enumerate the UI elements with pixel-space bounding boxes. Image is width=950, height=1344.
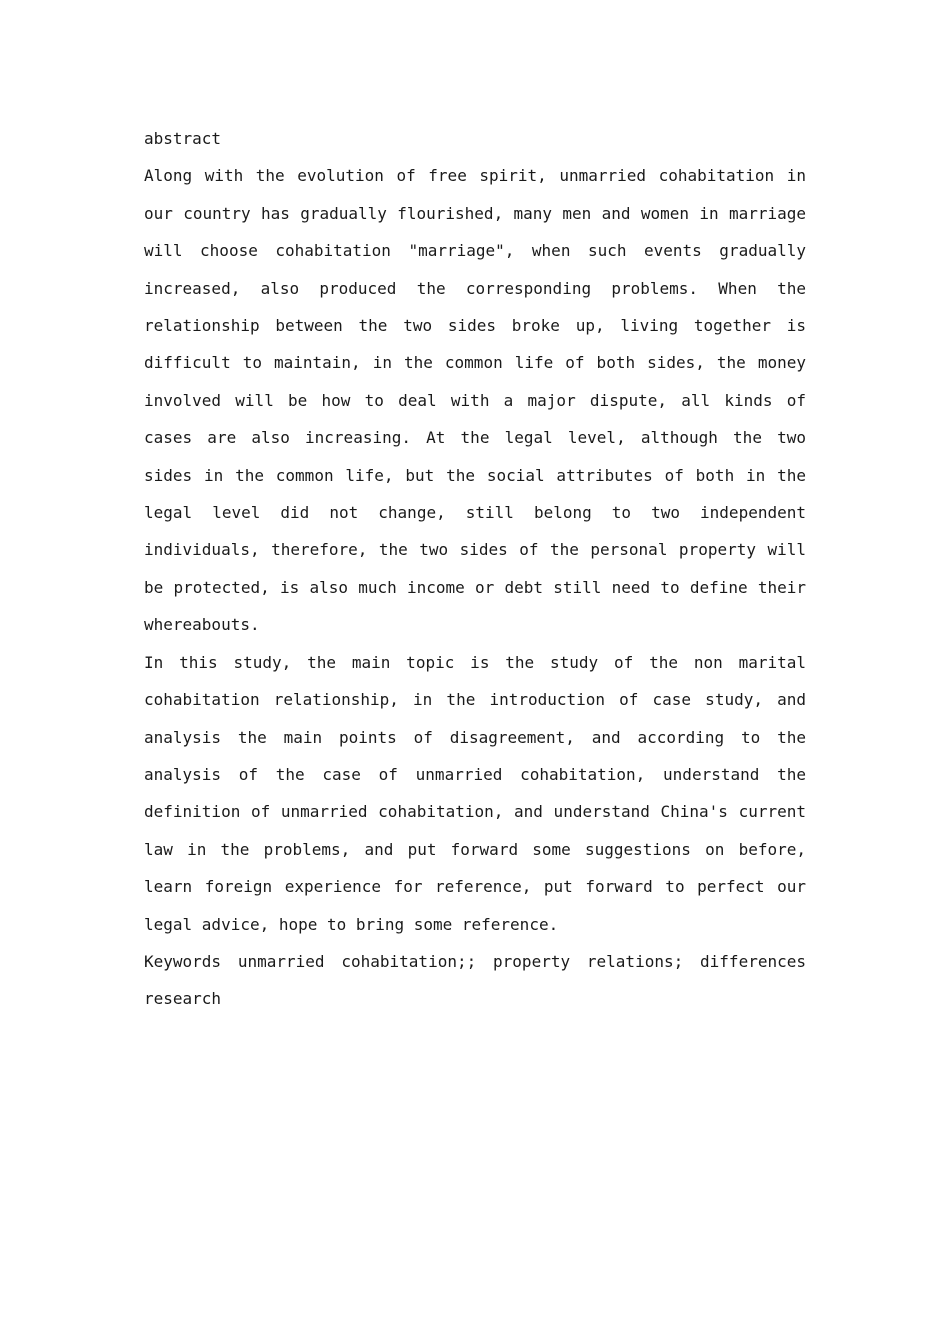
abstract-paragraph-1: Along with the evolution of free spirit, unmarried cohabitation in our country has gradually flourished, many men and women in marriage will choose cohabitation "marriage", when such events gradually increased, also produced the corresponding problems. When the relationship between the two sides broke up, living together is difficult to maintain, in the common life of both sides, the money involved will be how to deal with a major dispute, all kinds of cases are also increasing. At the legal level, although the two sides in the common life, but the social attributes of both in the legal level did not change, still belong to two independent individuals, therefore, the two sides of the personal property will be protected, is also much income or debt still need to define their whereabouts. <box>144 166 806 635</box>
abstract-section <box>144 120 806 1018</box>
abstract-paragraph-2: In this study, the main topic is the study of the non marital cohabitation relationship, in the introduction of case study, and analysis the main points of disagreement, and according to the analysis of the case of unmarried cohabitation, understand the definition of unmarried cohabitation, and understand China's current law in the problems, and put forward some suggestions on before, learn foreign experience for reference, put forward to perfect our legal advice, hope to bring some reference. <box>144 652 806 934</box>
abstract-heading: abstract <box>144 129 222 148</box>
keywords-line: Keywords unmarried cohabitation;; property relations; differences research <box>144 951 806 1009</box>
